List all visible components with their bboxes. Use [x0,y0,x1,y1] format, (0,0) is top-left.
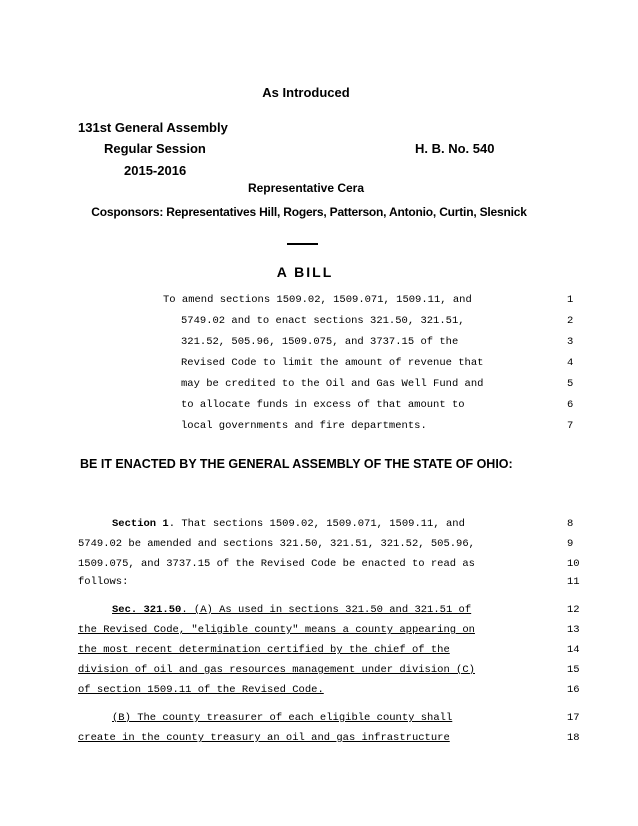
paragraph-b-line: (B) The county treasurer of each eligible county shall [112,712,453,724]
session-years: 2015-2016 [124,163,187,178]
line-number: 11 [567,576,580,588]
line-number: 15 [567,664,580,676]
title-line: 5749.02 and to enact sections 321.50, 321.51, [181,315,465,327]
section-1-line: 5749.02 be amended and sections 321.50, 321.51, 321.52, 505.96, [78,538,475,550]
title-line: local governments and fire departments. [181,420,427,432]
paragraph-b-line: create in the county treasury an oil and gas infrastructure [78,732,450,744]
line-number: 7 [567,420,574,432]
sec-321-50-text: . (A) As used in sections 321.50 and 321.51 of [181,604,472,616]
title-line: may be credited to the Oil and Gas Well Fund and [181,378,484,390]
section-1-line: follows: [78,576,129,588]
cosponsors: Cosponsors: Representatives Hill, Rogers, Patterson, Antonio, Curtin, Slesnick [91,205,527,219]
line-number: 14 [567,644,580,656]
sec-321-50-line [112,604,471,616]
line-number: 8 [567,518,574,530]
line-number: 6 [567,399,574,411]
sec-321-50-line: division of oil and gas resources management under division (C) [78,664,475,676]
sec-321-50-line: of section 1509.11 of the Revised Code. [78,684,324,696]
general-assembly: 131st General Assembly [78,120,228,135]
line-number: 16 [567,684,580,696]
section-1-line: 1509.075, and 3737.15 of the Revised Code be enacted to read as [78,558,475,570]
bill-number: H. B. No. 540 [415,141,495,156]
section-1-line [112,518,465,530]
sec-321-50-line: the Revised Code, "eligible county" means a county appearing on [78,624,475,636]
line-number: 3 [567,336,574,348]
line-number: 18 [567,732,580,744]
bill-heading: A BILL [276,264,334,280]
section-1-text: . That sections 1509.02, 1509.071, 1509.11, and [168,518,465,530]
sec-321-50-label: Sec. 321.50 [112,604,182,616]
line-number: 10 [567,558,580,570]
title-line: 321.52, 505.96, 1509.075, and 3737.15 of the [181,336,459,348]
title-line: To amend sections 1509.02, 1509.071, 1509.11, and [163,294,472,306]
line-number: 1 [567,294,574,306]
title-line: to allocate funds in excess of that amount to [181,399,465,411]
line-number: 5 [567,378,574,390]
line-number: 12 [567,604,580,616]
line-number: 2 [567,315,574,327]
line-number: 9 [567,538,574,550]
enacting-clause: BE IT ENACTED BY THE GENERAL ASSEMBLY OF THE STATE OF OHIO: [80,457,513,471]
title-line: Revised Code to limit the amount of revenue that [181,357,484,369]
sponsor: Representative Cera [247,181,365,195]
section-1-label: Section 1 [112,518,169,530]
session: Regular Session [104,141,206,156]
line-number: 4 [567,357,574,369]
line-number: 13 [567,624,580,636]
document-status: As Introduced [262,85,350,100]
sec-321-50-line: the most recent determination certified by the chief of the [78,644,450,656]
divider-rule [287,243,318,245]
line-number: 17 [567,712,580,724]
